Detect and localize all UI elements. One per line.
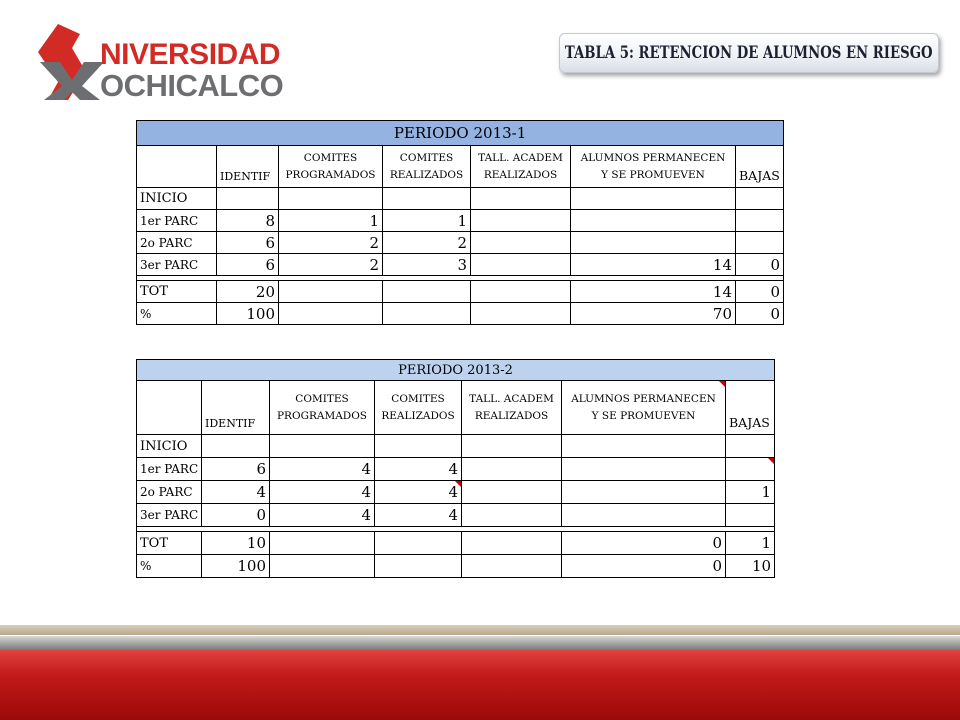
cell-bajas: [736, 188, 784, 210]
cell-realizados: 4: [375, 458, 462, 481]
cell-bajas: 10: [726, 555, 775, 578]
cell-alumnos: 70: [571, 303, 736, 325]
col-header-identif: IDENTIF: [202, 381, 270, 435]
cell-alumnos: [562, 504, 726, 527]
retention-table-2013-2: [136, 359, 775, 578]
cell-realizados: [375, 555, 462, 578]
cell-programados: 2: [279, 232, 383, 254]
logo-text-line2: OCHICALCO: [100, 68, 284, 103]
row-label-header: [137, 381, 202, 435]
cell-identif: 6: [217, 254, 279, 276]
cell-alumnos: 14: [571, 281, 736, 303]
cell-programados: 2: [279, 254, 383, 276]
cell-realizados: 3: [383, 254, 471, 276]
table-row: [137, 303, 784, 325]
cell-tall: [471, 254, 571, 276]
page-title: TABLA 5: RETENCION DE ALUMNOS EN RIESGO: [565, 43, 933, 63]
cell-programados: [270, 532, 375, 555]
title-banner: [559, 33, 939, 73]
cell-bajas: [736, 210, 784, 232]
row-label: %: [137, 555, 202, 578]
col-header-tall-academ: TALL. ACADEM REALIZADOS: [471, 146, 571, 188]
cell-realizados: [383, 281, 471, 303]
cell-identif: 10: [202, 532, 270, 555]
cell-realizados: 4: [375, 481, 462, 504]
table-row: [137, 435, 775, 458]
col-header-bajas: BAJAS: [736, 146, 784, 188]
cell-tall: [462, 532, 562, 555]
row-label: 3er PARC: [137, 504, 202, 527]
col-header-tall-academ: TALL. ACADEM REALIZADOS: [462, 381, 562, 435]
table-row: [137, 232, 784, 254]
cell-bajas: 0: [736, 303, 784, 325]
row-label: TOT: [137, 532, 202, 555]
table-row: [137, 210, 784, 232]
cell-realizados: [375, 435, 462, 458]
cell-realizados: 2: [383, 232, 471, 254]
cell-tall: [462, 555, 562, 578]
row-label: 1er PARC: [137, 458, 202, 481]
col-header-comites-programados: COMITES PROGRAMADOS: [270, 381, 375, 435]
cell-programados: 1: [279, 210, 383, 232]
row-label: 3er PARC: [137, 254, 217, 276]
cell-bajas: 0: [736, 254, 784, 276]
cell-tall: [471, 188, 571, 210]
cell-realizados: [383, 303, 471, 325]
cell-alumnos: [571, 188, 736, 210]
col-header-identif: IDENTIF: [217, 146, 279, 188]
col-header-bajas: BAJAS: [726, 381, 775, 435]
cell-programados: [279, 303, 383, 325]
cell-identif: 4: [202, 481, 270, 504]
cell-bajas: 1: [726, 532, 775, 555]
row-label: %: [137, 303, 217, 325]
row-label: TOT: [137, 281, 217, 303]
cell-identif: 6: [217, 232, 279, 254]
cell-tall: [471, 232, 571, 254]
cell-programados: [270, 435, 375, 458]
footer-band-red: [0, 650, 960, 720]
row-label-header: [137, 146, 217, 188]
table-row: [137, 254, 784, 276]
period-header: PERIODO 2013-1: [137, 121, 784, 146]
col-header-alumnos: ALUMNOS PERMANECEN Y SE PROMUEVEN: [562, 381, 726, 435]
col-header-comites-realizados: COMITES REALIZADOS: [375, 381, 462, 435]
row-label: 1er PARC: [137, 210, 217, 232]
cell-bajas: [726, 435, 775, 458]
cell-programados: [270, 555, 375, 578]
cell-alumnos: 14: [571, 254, 736, 276]
cell-tall: [462, 481, 562, 504]
cell-programados: 4: [270, 481, 375, 504]
table-row: [137, 481, 775, 504]
table-row: [137, 532, 775, 555]
col-header-comites-realizados: COMITES REALIZADOS: [383, 146, 471, 188]
cell-alumnos: [562, 435, 726, 458]
cell-identif: 8: [217, 210, 279, 232]
cell-programados: 4: [270, 458, 375, 481]
footer-band-tan: [0, 625, 960, 635]
cell-identif: 6: [202, 458, 270, 481]
cell-realizados: [375, 532, 462, 555]
cell-bajas: 0: [736, 281, 784, 303]
row-label: 2o PARC: [137, 232, 217, 254]
col-header-comites-programados: COMITES PROGRAMADOS: [279, 146, 383, 188]
cell-tall: [462, 435, 562, 458]
logo-text-line1: NIVERSIDAD: [100, 38, 281, 71]
cell-bajas: [726, 504, 775, 527]
cell-realizados: 1: [383, 210, 471, 232]
row-label: INICIO: [137, 188, 217, 210]
row-label: 2o PARC: [137, 481, 202, 504]
cell-identif: 100: [202, 555, 270, 578]
cell-programados: [279, 188, 383, 210]
cell-alumnos: [562, 481, 726, 504]
table-row: [137, 504, 775, 527]
cell-identif: [202, 435, 270, 458]
footer-band-gray: [0, 636, 960, 650]
cell-tall: [471, 303, 571, 325]
row-label: INICIO: [137, 435, 202, 458]
cell-programados: 4: [270, 504, 375, 527]
table-row: [137, 281, 784, 303]
cell-alumnos: [562, 458, 726, 481]
cell-tall: [462, 504, 562, 527]
period-header: PERIODO 2013-2: [137, 360, 775, 381]
table-row: [137, 458, 775, 481]
cell-identif: [217, 188, 279, 210]
cell-alumnos: 0: [562, 532, 726, 555]
cell-realizados: 4: [375, 504, 462, 527]
university-logo: [14, 14, 284, 103]
retention-table-2013-1: [136, 120, 784, 325]
cell-identif: 0: [202, 504, 270, 527]
cell-alumnos: [571, 210, 736, 232]
cell-alumnos: [571, 232, 736, 254]
col-header-alumnos: ALUMNOS PERMANECEN Y SE PROMUEVEN: [571, 146, 736, 188]
cell-bajas: [726, 458, 775, 481]
cell-programados: [279, 281, 383, 303]
cell-bajas: 1: [726, 481, 775, 504]
cell-bajas: [736, 232, 784, 254]
table-row: [137, 188, 784, 210]
cell-realizados: [383, 188, 471, 210]
cell-identif: 100: [217, 303, 279, 325]
cell-tall: [462, 458, 562, 481]
cell-tall: [471, 210, 571, 232]
table-row: [137, 555, 775, 578]
cell-tall: [471, 281, 571, 303]
cell-alumnos: 0: [562, 555, 726, 578]
cell-identif: 20: [217, 281, 279, 303]
